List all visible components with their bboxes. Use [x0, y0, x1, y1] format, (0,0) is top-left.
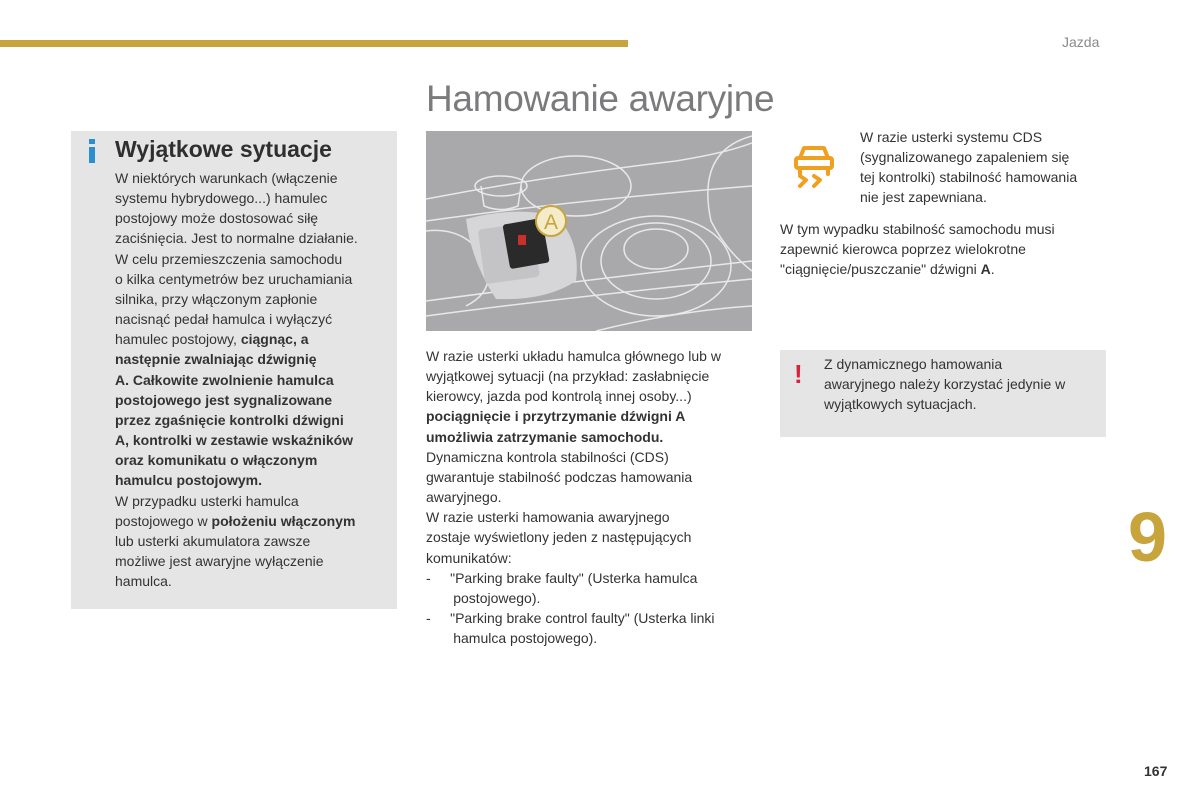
- text-line: [426, 346, 721, 366]
- text-segment: postojowego).: [426, 589, 541, 606]
- bold-text: przez zgaśnięcie kontrolki dźwigni: [115, 411, 344, 428]
- text-line: [824, 394, 1065, 414]
- header-gold-bar: [0, 40, 628, 47]
- text-segment: postojowy może dostosować siłę: [115, 210, 319, 227]
- text-segment: W tym wypadku stabilność samochodu musi: [780, 221, 1055, 237]
- text-line: [115, 450, 358, 470]
- bold-text: położeniu włączonym: [211, 512, 356, 529]
- text-segment: wyjątkowej sytuacji (na przykład: zasłabnięcie: [426, 368, 710, 385]
- info-box-text: [115, 168, 358, 591]
- text-line: [426, 447, 721, 467]
- text-segment: nie jest zapewniana.: [860, 189, 987, 206]
- section-name: Jazda: [1062, 34, 1100, 50]
- bold-text: A, kontrolki w zestawie wskaźników: [115, 432, 354, 449]
- text-segment: - "Parking brake control faulty" (Usterka linki: [426, 610, 715, 627]
- text-line: [115, 289, 358, 309]
- text-line: [780, 239, 1055, 259]
- text-segment: zaciśnięcia. Jest to normalne działanie.: [115, 230, 358, 247]
- text-segment: komunikatów:: [426, 549, 512, 566]
- text-line: [115, 390, 358, 410]
- parking-brake-illustration: [426, 131, 752, 331]
- text-line: [426, 467, 721, 487]
- bold-text: A. Całkowite zwolnienie hamulca: [115, 371, 334, 388]
- text-line: [426, 507, 721, 527]
- text-segment: możliwe jest awaryjne wyłączenie: [115, 552, 324, 569]
- warning-icon: !: [794, 359, 803, 389]
- text-line: [115, 491, 358, 511]
- text-segment: W razie usterki systemu CDS: [860, 129, 1043, 145]
- bold-text: oraz komunikatu o włączonym: [115, 452, 318, 469]
- bold-text: pociągnięcie i przytrzymanie dźwigni A: [426, 408, 686, 425]
- text-line: [426, 487, 721, 507]
- text-line: [426, 427, 721, 447]
- info-icon: [87, 139, 97, 163]
- cds-warning-icon: [792, 142, 836, 190]
- text-line: [426, 568, 721, 588]
- text-line: [115, 410, 358, 430]
- info-box-title: Wyjątkowe sytuacje: [115, 136, 332, 162]
- text-segment: hamulec postojowy,: [115, 331, 241, 348]
- text-segment: W razie usterki układu hamulca głównego lub w: [426, 348, 721, 364]
- page-number: 167: [1144, 763, 1168, 779]
- text-line: [824, 354, 1065, 374]
- text-segment: "ciągnięcie/puszczanie" dźwigni: [780, 261, 981, 278]
- text-line: [824, 374, 1065, 394]
- text-line: [426, 386, 721, 406]
- text-segment: postojowego w: [115, 512, 212, 529]
- text-line: [860, 167, 1077, 187]
- text-line: [426, 628, 721, 648]
- main-text: [426, 346, 721, 648]
- text-segment: W razie usterki hamowania awaryjnego: [426, 509, 670, 526]
- text-segment: hamulca.: [115, 573, 172, 590]
- text-line: [115, 551, 358, 571]
- text-line: [115, 511, 358, 531]
- text-line: [860, 187, 1077, 207]
- text-segment: o kilka centymetrów bez uruchamiania: [115, 270, 353, 287]
- text-segment: W celu przemieszczenia samochodu: [115, 250, 343, 267]
- text-line: [115, 168, 358, 188]
- bold-text: ciągnąc, a: [240, 331, 309, 348]
- text-line: [780, 259, 1055, 279]
- text-segment: systemu hybrydowego...) hamulec: [115, 190, 328, 207]
- text-line: [115, 470, 358, 490]
- bold-text: A: [980, 261, 991, 278]
- text-line: [115, 349, 358, 369]
- text-line: [426, 548, 721, 568]
- stability-text: [780, 219, 1055, 279]
- text-line: [115, 370, 358, 390]
- warning-text: [824, 354, 1065, 414]
- text-line: [115, 309, 358, 329]
- text-line: [115, 269, 358, 289]
- text-segment: - "Parking brake faulty" (Usterka hamulca: [426, 569, 698, 586]
- text-segment: Dynamiczna kontrola stabilności (CDS): [426, 448, 669, 465]
- page-title: Hamowanie awaryjne: [426, 78, 775, 119]
- text-segment: hamulca postojowego).: [426, 630, 598, 647]
- text-segment: tej kontrolki) stabilność hamowania: [860, 169, 1078, 186]
- text-segment: Z dynamicznego hamowania: [824, 356, 1003, 372]
- text-segment: W niektórych warunkach (włączenie: [115, 170, 338, 186]
- text-line: [115, 571, 358, 591]
- text-line: [115, 208, 358, 228]
- text-segment: lub usterki akumulatora zawsze: [115, 532, 311, 549]
- text-line: [426, 527, 721, 547]
- chapter-number: 9: [1128, 498, 1167, 576]
- text-line: [860, 147, 1077, 167]
- text-segment: gwarantuje stabilność podczas hamowania: [426, 468, 693, 485]
- text-segment: .: [990, 261, 995, 278]
- cds-text: [860, 127, 1077, 208]
- text-line: [780, 219, 1055, 239]
- text-segment: awaryjnego.: [426, 489, 502, 506]
- text-segment: W przypadku usterki hamulca: [115, 492, 299, 509]
- callout-a: A: [543, 211, 559, 234]
- text-segment: (sygnalizowanego zapaleniem się: [860, 149, 1070, 166]
- text-line: [115, 228, 358, 248]
- bold-text: umożliwia zatrzymanie samochodu.: [426, 428, 664, 445]
- text-line: [115, 249, 358, 269]
- text-line: [115, 430, 358, 450]
- bold-text: postojowego jest sygnalizowane: [115, 391, 333, 408]
- text-segment: zostaje wyświetlony jeden z następujących: [426, 529, 692, 546]
- text-line: [426, 406, 721, 426]
- text-line: [115, 329, 358, 349]
- text-line: [426, 366, 721, 386]
- text-line: [426, 588, 721, 608]
- text-line: [426, 608, 721, 628]
- text-line: [115, 531, 358, 551]
- text-line: [860, 127, 1077, 147]
- text-segment: silnika, przy włączonym zapłonie: [115, 290, 318, 307]
- text-segment: kierowcy, jazda pod kontrolą innej osoby...): [426, 388, 692, 405]
- text-segment: zapewnić kierowca poprzez wielokrotne: [780, 241, 1026, 258]
- bold-text: następnie zwalniając dźwignię: [115, 351, 317, 368]
- text-segment: awaryjnego należy korzystać jedynie w: [824, 376, 1066, 393]
- text-segment: wyjątkowych sytuacjach.: [824, 396, 977, 413]
- text-line: [115, 188, 358, 208]
- bold-text: hamulcu postojowym.: [115, 472, 263, 489]
- text-segment: nacisnąć pedał hamulca i wyłączyć: [115, 311, 333, 328]
